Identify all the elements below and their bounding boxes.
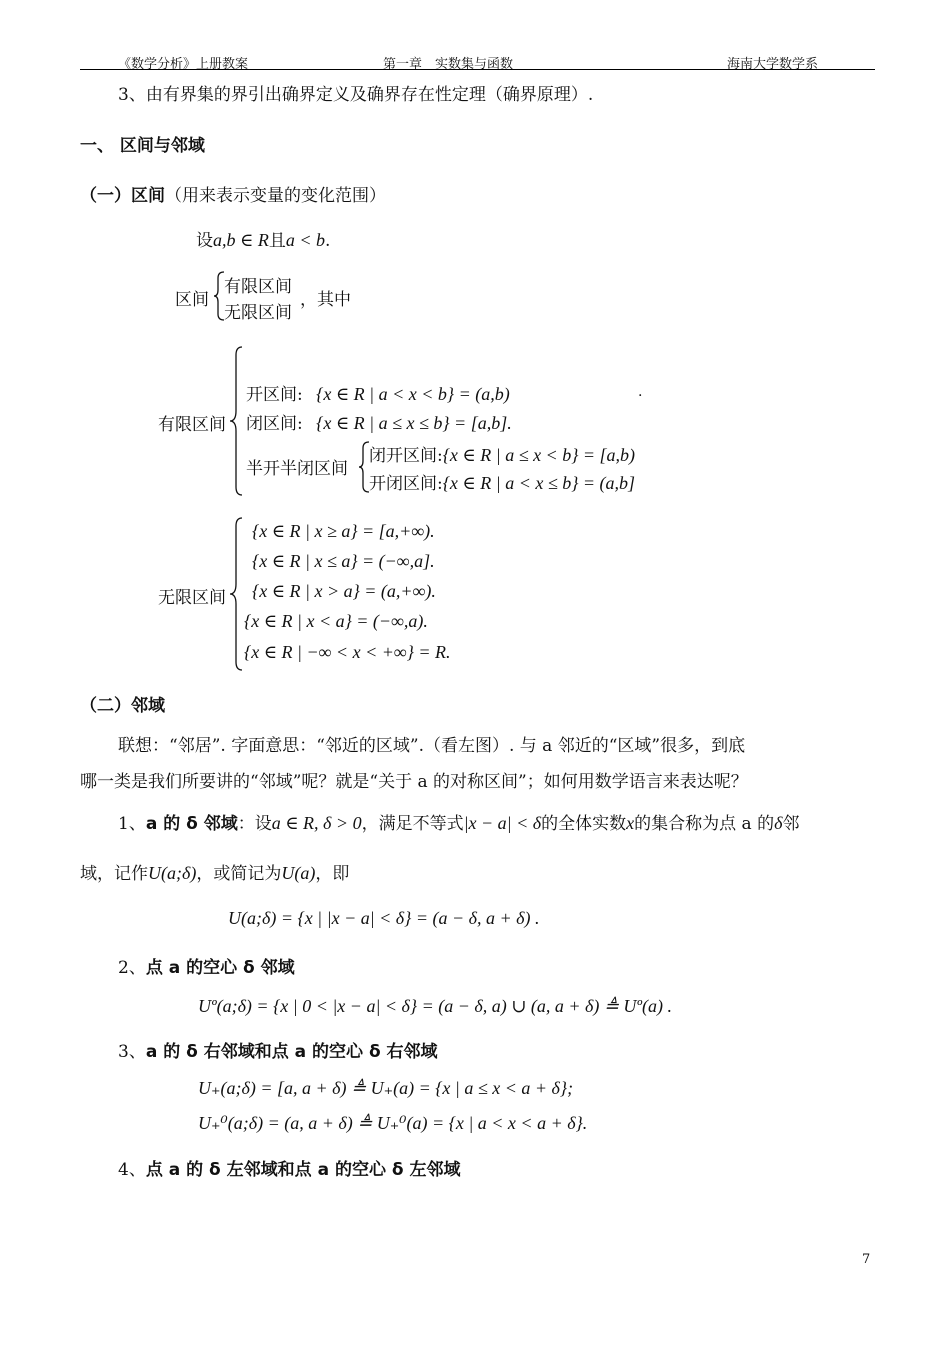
def3-formula-1: U₊(a;δ) = [a, a + δ) ≜ U₊(a) = {x | a ≤ x < a + δ};	[198, 1078, 574, 1098]
header-left: 《数学分析》上册教案	[118, 57, 249, 72]
def1-l2m1: U(a;δ)	[148, 863, 197, 883]
assoc-line-1: 联想：“邻居”. 字面意思：“邻近的区域”.（看左图）. 与 a 邻近的“区域”很多，到底	[118, 736, 746, 756]
intro-line: 3、由有界集的界引出确界定义及确界存在性定理（确界原理）.	[118, 85, 594, 105]
def1-m3: x	[626, 813, 635, 833]
def2-formula: Uº(a;δ) = {x | 0 < |x − a| < δ} = (a − δ, a) ∪ (a, a + δ) ≜ Uº(a) .	[198, 996, 672, 1016]
def1-line-1	[118, 809, 799, 834]
def1-title: a 的 δ 邻域	[145, 814, 238, 834]
finite-half-label: 半开半闭区间	[246, 459, 348, 479]
finite-half1-expr: {x ∈ R | a ≤ x < b} = [a,b)	[442, 445, 636, 465]
def1-m2: |x − a| < δ	[463, 813, 542, 833]
setup-mid: 且	[268, 231, 286, 251]
infinite-row-4: {x ∈ R | x < a} = (−∞,a).	[244, 611, 428, 631]
def3-formula-2: U₊⁰(a;δ) = (a, a + δ) ≜ U₊⁰(a) = {x | a < x < a + δ}.	[198, 1113, 588, 1133]
finite-open-label: 开区间:	[246, 385, 303, 405]
def1-t2: ，满足不等式	[361, 814, 464, 834]
def4-title: 点 a 的 δ 左邻域和点 a 的空心 δ 左邻域	[145, 1160, 461, 1180]
def1-line-2	[80, 859, 349, 884]
section-title: 一、 区间与邻域	[80, 136, 205, 156]
infinite-label: 无限区间	[158, 588, 226, 608]
def1-m1: a ∈ R, δ > 0	[271, 813, 362, 833]
def1-formula: U(a;δ) = {x | |x − a| < δ} = (a − δ, a + δ) .	[228, 908, 540, 928]
infinite-row-2: {x ∈ R | x ≤ a} = (−∞,a].	[252, 551, 435, 571]
setup-line	[196, 226, 330, 251]
def2-title: 点 a 的空心 δ 邻域	[145, 958, 295, 978]
subsection-interval	[80, 181, 386, 206]
classify-label: 区间	[175, 290, 209, 310]
finite-half2-expr: {x ∈ R | a < x ≤ b} = (a,b]	[442, 473, 636, 493]
infinite-row-1: {x ∈ R | x ≥ a} = [a,+∞).	[252, 521, 435, 541]
def1-num: 1、	[118, 814, 146, 834]
infinite-row-3: {x ∈ R | x > a} = (a,+∞).	[252, 581, 436, 601]
classify-opt1: 有限区间	[224, 277, 292, 297]
def1-m4: δ	[774, 813, 783, 833]
subsection-interval-note: （用来表示变量的变化范围）	[165, 186, 386, 206]
header-center: 第一章 实数集与函数	[383, 57, 514, 72]
def1-l2m2: U(a)	[281, 863, 316, 883]
def3-num: 3、	[118, 1042, 146, 1062]
def1-l2a: 域，记作	[80, 864, 148, 884]
finite-label: 有限区间	[158, 415, 226, 435]
def3-heading	[118, 1037, 438, 1062]
def1-t5: 邻	[782, 814, 800, 834]
infinite-row-5: {x ∈ R | −∞ < x < +∞} = R.	[244, 642, 451, 662]
finite-closed-label: 闭区间:	[246, 414, 303, 434]
def4-num: 4、	[118, 1160, 146, 1180]
def1-t3: 的全体实数	[541, 814, 627, 834]
def1-t4: 的集合称为点 a 的	[634, 814, 775, 834]
header-rule	[80, 69, 875, 70]
finite-open	[246, 380, 510, 405]
def3-title: a 的 δ 右邻域和点 a 的空心 δ 右邻域	[145, 1042, 438, 1062]
classify-suffix: ，其中	[300, 290, 351, 310]
assoc-line-2: 哪一类是我们所要讲的“邻域”呢？就是“关于 a 的对称区间”；如何用数学语言来表达呢？	[80, 772, 748, 792]
finite-half2	[369, 469, 635, 494]
finite-closed	[246, 409, 512, 434]
def2-num: 2、	[118, 958, 146, 978]
setup-prefix: 设	[196, 231, 213, 251]
def1-l2c: ，即	[315, 864, 350, 884]
page-number: 7	[862, 1252, 871, 1267]
subsection-neighborhood-title: （二）邻域	[80, 696, 165, 716]
def4-heading	[118, 1155, 460, 1180]
def1-l2b: ，或简记为	[196, 864, 282, 884]
finite-closed-expr: {x ∈ R | a ≤ x ≤ b} = [a,b].	[316, 413, 512, 433]
finite-half1-label: 闭开区间:	[369, 446, 443, 466]
finite-half2-label: 开闭区间:	[369, 474, 443, 494]
setup-math1: a,b ∈ R	[213, 230, 269, 250]
finite-half1	[369, 441, 635, 466]
infinite-brace	[228, 516, 244, 672]
setup-math2: a < b	[285, 230, 325, 250]
finite-open-expr: {x ∈ R | a < x < b} = (a,b)	[316, 384, 510, 404]
finite-brace	[228, 345, 244, 497]
setup-end: .	[324, 231, 331, 251]
def2-heading	[118, 953, 295, 978]
stray-dot: .	[638, 384, 643, 400]
subsection-interval-title: （一）区间	[80, 186, 165, 206]
header-right: 海南大学数学系	[727, 57, 819, 72]
def1-colon: ：设	[237, 814, 272, 834]
classify-opt2: 无限区间	[224, 303, 292, 323]
